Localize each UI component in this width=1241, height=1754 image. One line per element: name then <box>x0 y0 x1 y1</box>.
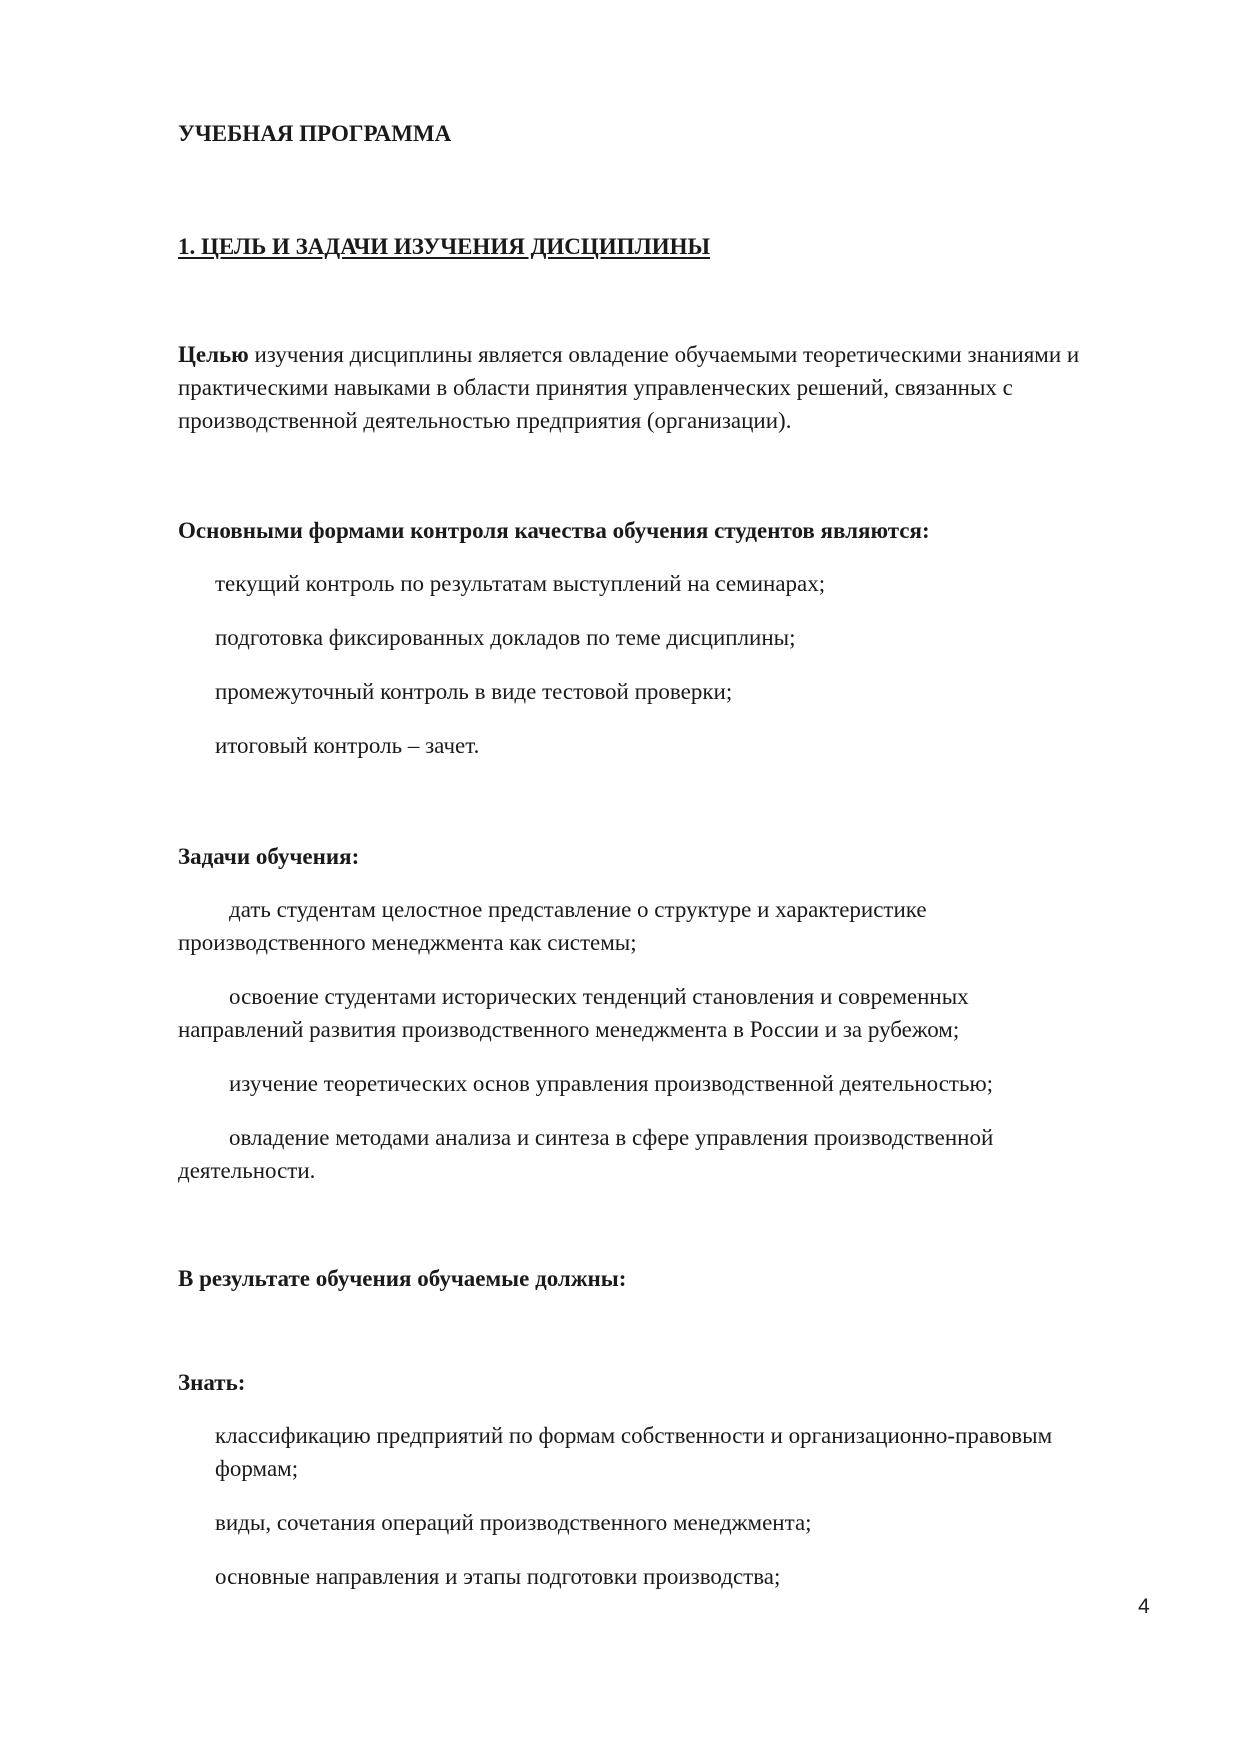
task-item: овладение методами анализа и синтеза в сфере управления производственной деятельности. <box>178 1125 994 1183</box>
control-item: промежуточный контроль в виде тестовой проверки; <box>215 679 733 704</box>
know-item: классификацию предприятий по формам собственности и организационно-правовым формам; <box>215 1423 1053 1481</box>
know-item: основные направления и этапы подготовки производства; <box>215 1564 781 1589</box>
goal-paragraph <box>178 338 1163 437</box>
control-item: текущий контроль по результатам выступлений на семинарах; <box>215 571 826 596</box>
task-item: дать студентам целостное представление о структуре и характеристике производственного менеджмента как системы; <box>178 897 927 955</box>
tasks-heading: Задачи обучения: <box>178 844 360 869</box>
goal-text: изучения дисциплины является овладение обучаемыми теоретическими знаниями и практическими навыками в области принятия управленческих решений, связанных с производственной деятельностью предприятия (организации). <box>178 342 1080 433</box>
section-heading: 1. ЦЕЛЬ И ЗАДАЧИ ИЗУЧЕНИЯ ДИСЦИПЛИНЫ <box>178 234 711 259</box>
control-item: итоговый контроль – зачет. <box>215 733 480 758</box>
document-title: УЧЕБНАЯ ПРОГРАММА <box>178 121 452 146</box>
task-item: освоение студентами исторических тенденций становления и современных направлений развития производственного менеджмента в России и за рубежом; <box>178 984 969 1042</box>
control-heading: Основными формами контроля качества обучения студентов являются: <box>178 518 930 543</box>
goal-lead: Целью <box>178 342 249 367</box>
results-heading: В результате обучения обучаемые должны: <box>178 1266 627 1291</box>
control-item: подготовка фиксированных докладов по теме дисциплины; <box>215 625 796 650</box>
know-item: виды, сочетания операций производственного менеджмента; <box>215 1510 812 1535</box>
page-number: 4 <box>1138 1595 1150 1618</box>
know-heading: Знать: <box>178 1370 246 1395</box>
task-item: изучение теоретических основ управления производственной деятельностью; <box>229 1071 994 1096</box>
